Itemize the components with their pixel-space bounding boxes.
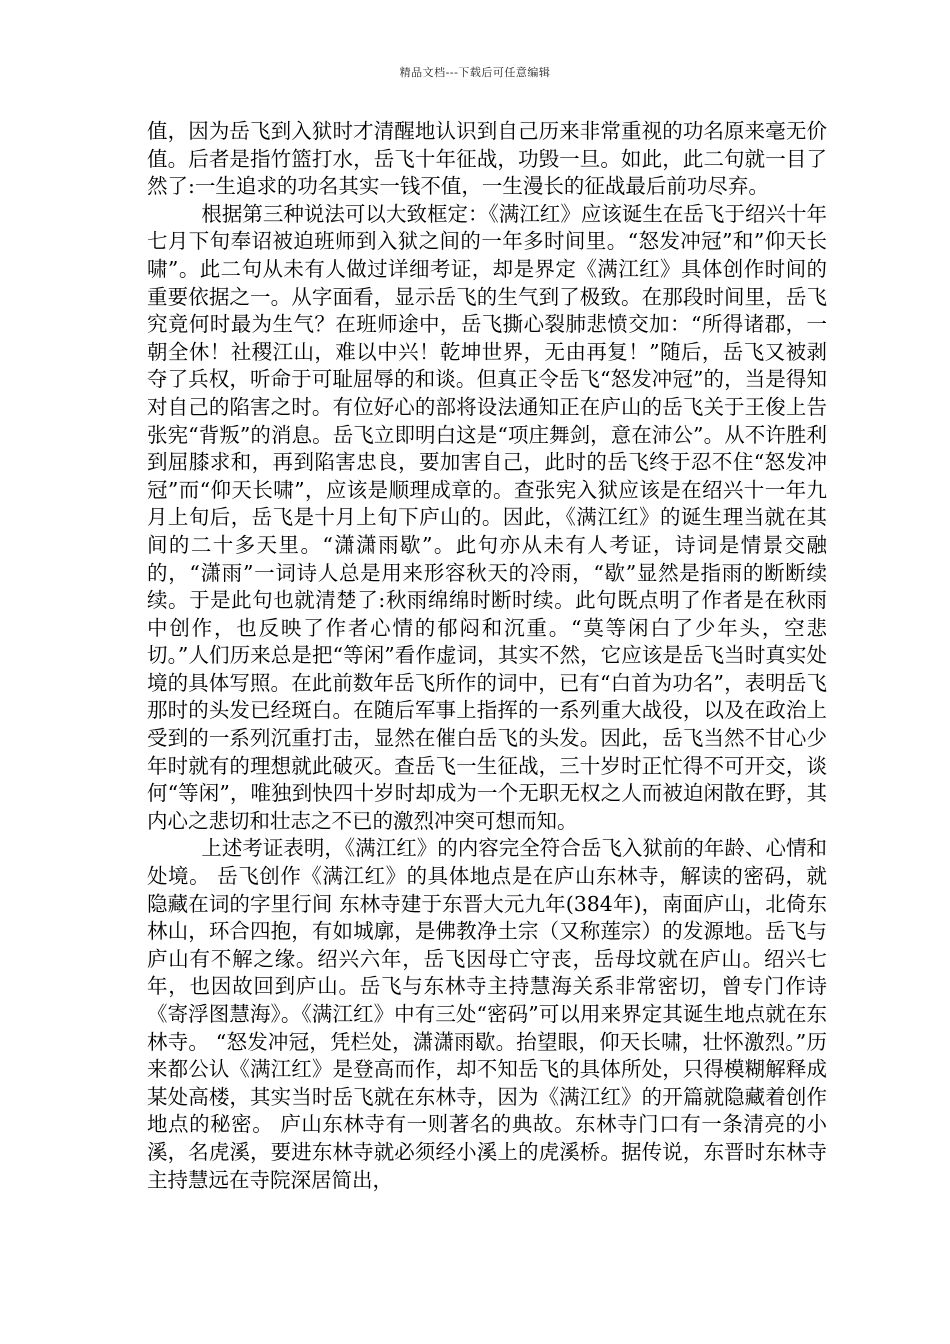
paragraph-2: 根据第三种说法可以大致框定：《满江红》应该诞生在岳飞于绍兴十年七月下旬奉诏被迫班师到入狱之间的一年多时间里。“怒发冲冠”和”仰天长啸”。此二句从未有人做过详细考证，却是界定《满江红》具体创作时间的重要依据之一。从字面看，显示岳飞的生气到了极致。在那段时间里，岳飞究竟何时最为生气？在班师途中，岳飞撕心裂肺悲愤交加：“所得诸郡，一朝全休！社稷江山，难以中兴！乾坤世界，无由再复！”随后，岳飞又被剥夺了兵权，听命于可耻屈辱的和谈。但真正令岳飞“怒发冲冠”的，当是得知对自己的陷害之时。有位好心的部将设法通知正在庐山的岳飞关于王俊上告张宪“背叛”的消息。岳飞立即明白这是“项庄舞剑，意在沛公”。从不许胜利到屈膝求和，再到陷害忠良，要加害自己，此时的岳飞终于忍不住“怒发冲冠”而“仰天长啸”，应该是顺理成章的。查张宪入狱应该是在绍兴十一年九月上旬后，岳飞是十月上旬下庐山的。因此，《满江红》的诞生理当就在其间的二十多天里。“潇潇雨歇”。此句亦从未有人考证，诗词是情景交融的，“潇雨”一词诗人总是用来形容秋天的冷雨，“歇”显然是指雨的断断续续。于是此句也就清楚了:秋雨绵绵时断时续。此句既点明了作者是在秋雨中创作，也反映了作者心情的郁闷和沉重。“莫等闲白了少年头，空悲切。”人们历来总是把“等闲”看作虚词，其实不然，它应该是岳飞当时真实处境的具体写照。在此前数年岳飞所作的词中，已有“白首为功名”，表明岳飞那时的头发已经斑白。在随后军事上指挥的一系列重大战役，以及在政治上受到的一系列沉重打击，显然在催白岳飞的头发。因此，岳飞当然不甘心少年时就有的理想就此破灭。查岳飞一生征战，三十岁时正忙得不可开交，谈何“等闲”，唯独到快四十岁时却成为一个无职无权之人而被迫闲散在野，其内心之悲切和壮志之不已的激烈冲突可想而知。: [147, 201, 827, 833]
paragraph-3: 上述考证表明，《满江红》的内容完全符合岳飞入狱前的年龄、心情和处境。 岳飞创作《满江红》的具体地点是在庐山东林寺，解读的密码，就隐藏在词的字里行间 东林寺建于东晋大元九年(384年)，南面庐山，北倚东林山，环合四抱，有如城廓，是佛教净土宗（又称莲宗）的发源地。岳飞与庐山有不解之缘。绍兴六年，岳飞因母亡守丧，岳母坟就在庐山。绍兴七年，也因故回到庐山。岳飞与东林寺主持慧海关系非常密切，曾专门作诗《寄浮图慧海》。《满江红》中有三处“密码”可以用来界定其诞生地点就在东林寺。 “怒发冲冠，凭栏处，潇潇雨歇。抬望眼，仰天长啸，壮怀激烈。”历来都公认《满江红》是登高而作，却不知岳飞的具体所处，只得模糊解释成某处高楼，其实当时岳飞就在东林寺，因为《满江红》的开篇就隐藏着创作地点的秘密。 庐山东林寺有一则著名的典故。东林寺门口有一条清亮的小溪，名虎溪，要进东林寺就必须经小溪上的虎溪桥。据传说，东晋时东林寺主持慧远在寺院深居简出，: [147, 836, 827, 1192]
paragraph-1: 值，因为岳飞到入狱时才清醒地认识到自己历来非常重视的功名原来毫无价值。后者是指竹篮打水，岳飞十年征战，功毁一旦。如此，此二句就一目了然了:一生追求的功名其实一钱不值，一生漫长的征战最后前功尽弃。: [147, 119, 827, 199]
document-body: [147, 118, 827, 1194]
page-header: 精品文档---下载后可任意编辑: [399, 66, 551, 79]
